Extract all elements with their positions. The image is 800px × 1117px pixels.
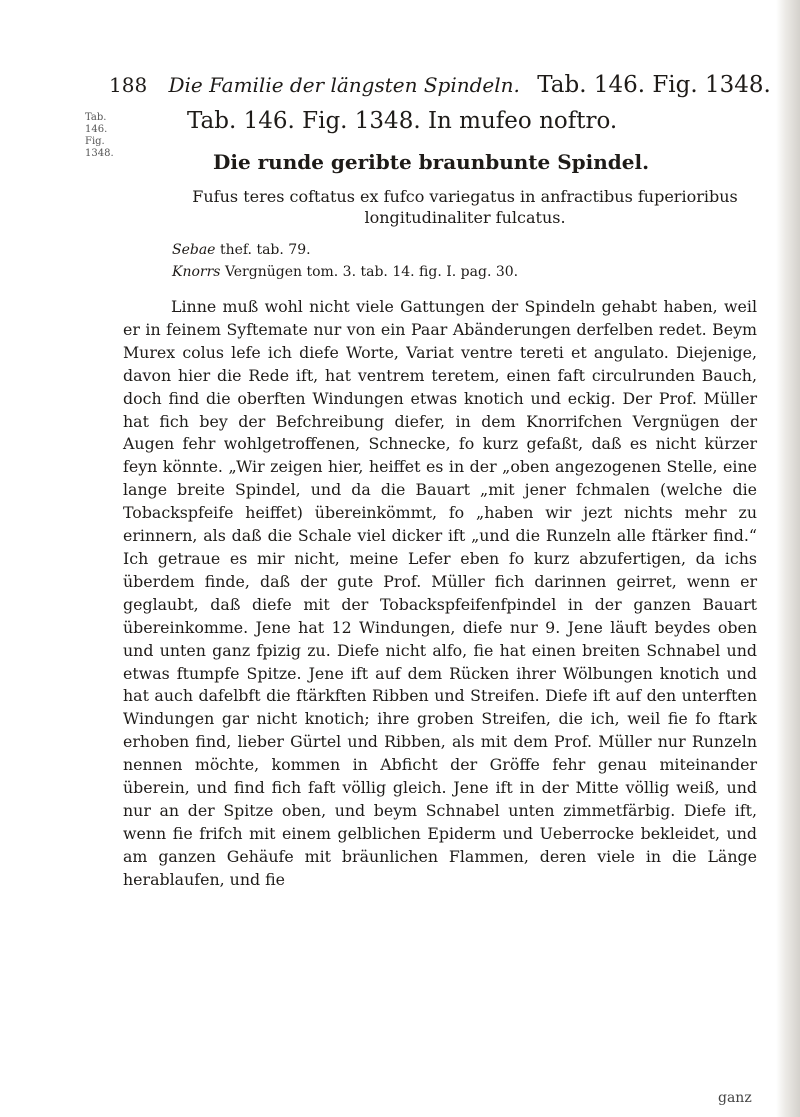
body-paragraph: Linne muß wohl nicht viele Gattungen der Spindeln gehabt haben, weil er in feinem Syftemate nur von ein Paar Abänderungen derfelben redet. Beym Murex colus lefe ich diefe Worte, Variat ventre tereti et angulato. Diejenige, davon hier die Rede ift, hat ventrem teretem, einen faft circulrunden Bauch, doch find die oberften Windungen etwas knotich und eckig. Der Prof. Müller hat fich bey der Befchreibung diefer, in dem Knorrifchen Vergnügen der Augen fehr wohlgetroffenen, Schnecke, fo kurz gefaßt, daß es nicht kürzer feyn könnte. „Wir zeigen hier, heiffet es in der „oben angezogenen Stelle, eine lange breite Spindel, und da die Bauart „mit jener fchmalen (welche die Tobackspfeife heiffet) übereinkömmt, fo „haben wir jezt nichts mehr zu erinnern, als daß die Schale viel dicker ift „und die Runzeln alle ftärker find.“ Ich getraue es mir nicht, meine Lefer eben fo kurz abzufertigen, da ichs überdem finde, daß der gute Prof. Müller fich darinnen geirret, wenn er geglaubt, daß diefe mit der Tobackspfeifenfpindel in der ganzen Bauart übereinkomme. Jene hat 12 Windungen, diefe nur 9. Jene läuft beydes oben und unten ganz fpizig zu. Diefe nicht alfo, fie hat einen breiten Schnabel und etwas ftumpfe Spitze. Jene ift auf dem Rücken ihrer Wölbungen knotich und hat auch dafelbft die ftärkften Ribben und Streifen. Diefe ift auf den unterften Windungen gar nicht knotich; ihre groben Streifen, die ich, weil fie fo ftark erhoben find, lieber Gürtel und Ribben, als mit dem Prof. Müller nur Runzeln nennen möchte, kommen in Abficht der Gröffe fehr genau miteinander überein, und find fich faft völlig gleich. Jene ift in der Mitte völlig weiß, und nur an der Spitze oben, und beym Schnabel unten zimmetfärbig. Diefe ift, wenn fie frifch mit einem gelblichen Epiderm und Ueberrocke bekleidet, und am ganzen Gehäufe mit bräunlichen Flammen, deren viele in die Länge herablaufen, und fie <box>123 297 757 889</box>
reference-text: thef. tab. 79. <box>219 242 311 258</box>
running-title: Die Familie der längsten Spindeln. <box>168 73 520 97</box>
header-reference: Tab. 146. Fig. 1348. <box>537 72 771 98</box>
latin-description: Fufus teres coftatus ex fufco variegatus in anfractibus fuperioribus longitudinaliter fulcatus. <box>192 187 738 227</box>
reference-author: Knorrs <box>172 264 221 280</box>
page-number: 188 <box>109 73 148 97</box>
reference-author: Sebae <box>172 242 216 258</box>
plate-reference: Tab. 146. Fig. 1348. In mufeo noftro. <box>187 108 618 134</box>
margin-note: Tab. 146. Fig. 1348. <box>85 112 114 159</box>
species-title: Die runde geribte braunbunte Spindel. <box>213 150 650 174</box>
reference-line <box>172 264 518 280</box>
page-gutter-shadow <box>776 0 800 1117</box>
reference-text: Vergnügen tom. 3. tab. 14. fig. I. pag. 30. <box>224 264 519 280</box>
running-header <box>109 72 771 106</box>
reference-line <box>172 242 311 258</box>
catchword: ganz <box>718 1090 752 1106</box>
body-text <box>123 296 757 892</box>
